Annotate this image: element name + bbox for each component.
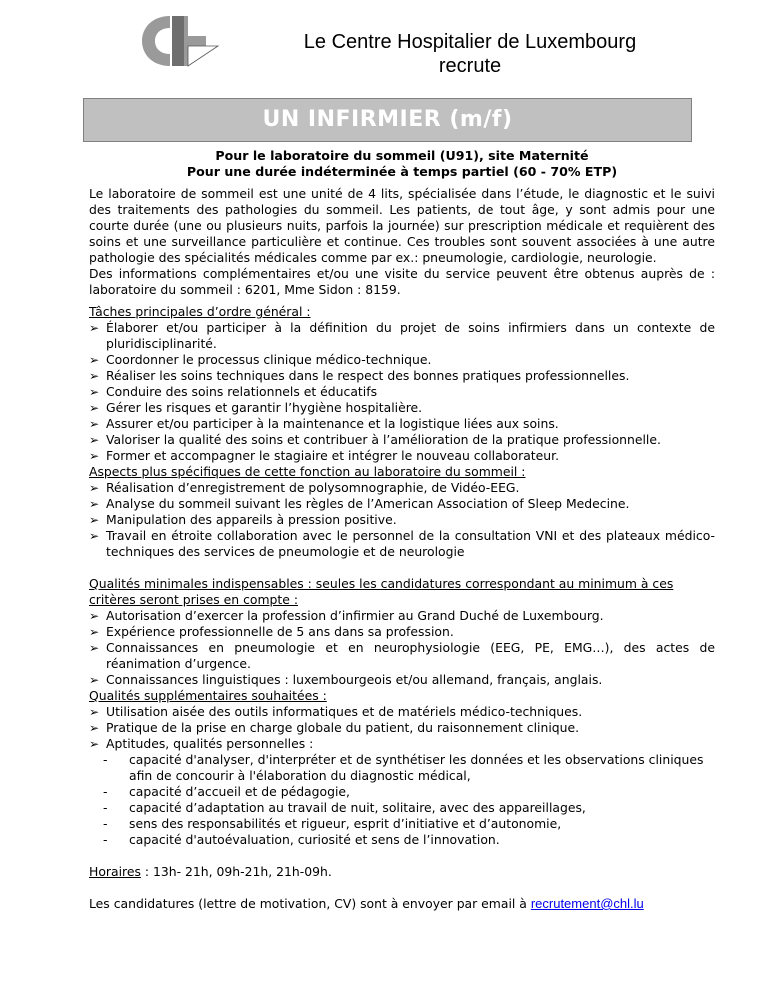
hours-value: : 13h- 21h, 09h-21h, 21h-09h. (140, 864, 332, 879)
recruits-label: recrute (438, 55, 502, 77)
list-item: - capacité d’accueil et de pédagogie, (103, 784, 715, 800)
list-item: ➢ Assurer et/ou participer à la maintenance et la logistique liées aux soins. (89, 416, 715, 432)
specific-list (89, 480, 715, 560)
tasks-list (89, 320, 715, 464)
list-item: ➢ Travail en étroite collaboration avec le personnel de la consultation VNI et des plateaux médico-techniques des services de pneumologie et de neurologie (89, 528, 715, 560)
list-item: ➢ Former et accompagner le stagiaire et intégrer le nouveau collaborateur. (89, 448, 715, 464)
list-item: ➢ Élaborer et/ou participer à la définition du projet de soins infirmiers dans un contexte de pluridisciplinarité. (89, 320, 715, 352)
list-item: ➢ Analyse du sommeil suivant les règles de l’American Association of Sleep Medecine. (89, 496, 715, 512)
organization-name: Le Centre Hospitalier de Luxembourg (303, 31, 637, 53)
email-link[interactable]: recrutement@chl.lu (530, 896, 644, 911)
chl-logo (140, 14, 220, 68)
list-item: ➢ Valoriser la qualité des soins et contribuer à l’amélioration de la pratique professionnelle. (89, 432, 715, 448)
subtitle-location: Pour le laboratoire du sommeil (U91), site Maternité (215, 148, 589, 163)
intro-paragraph: Le laboratoire de sommeil est une unité de 4 lits, spécialisée dans l’étude, le diagnostic et le suivi des traitements des pathologies du sommeil. Les patients, de tout âge, y sont admis pour une courte durée (une ou plusieurs nuits, parfois la journée) sur prescription médicale et requièrent des soins et une surveillance particulière et continue. Ces troubles sont souvent associées à une autre pathologie des spécialités médicales comme par ex.: pneumologie, cardiologie, neurologie. (89, 186, 715, 265)
subtitle-contract: Pour une durée indéterminée à temps partiel (60 - 70% ETP) (186, 164, 618, 179)
minimum-list (89, 608, 715, 688)
job-title-banner (83, 98, 692, 142)
application-line (89, 896, 715, 912)
extra-list (89, 704, 715, 752)
extra-heading: Qualités supplémentaires souhaitées : (89, 688, 327, 703)
list-item: ➢ Conduire des soins relationnels et éducatifs (89, 384, 715, 400)
list-item: - capacité d’adaptation au travail de nuit, solitaire, avec des appareillages, (103, 800, 715, 816)
specific-heading: Aspects plus spécifiques de cette fonction au laboratoire du sommeil : (89, 464, 526, 479)
list-item: ➢ Manipulation des appareils à pression positive. (89, 512, 715, 528)
list-item: ➢ Utilisation aisée des outils informatiques et de matériels médico-techniques. (89, 704, 715, 720)
hours-line (89, 864, 715, 880)
job-description (89, 148, 715, 912)
list-item: ➢ Coordonner le processus clinique médico-technique. (89, 352, 715, 368)
application-text: Les candidatures (lettre de motivation, CV) sont à envoyer par email à (89, 896, 531, 911)
list-item: ➢ Aptitudes, qualités personnelles : (89, 736, 715, 752)
list-item: - sens des responsabilités et rigueur, esprit d’initiative et d’autonomie, (103, 816, 715, 832)
list-item: ➢ Réaliser les soins techniques dans le respect des bonnes pratiques professionnelles. (89, 368, 715, 384)
list-item: ➢ Réalisation d’enregistrement de polysomnographie, de Vidéo-EEG. (89, 480, 715, 496)
tasks-heading: Tâches principales d’ordre général : (89, 304, 311, 319)
organization-header (240, 30, 700, 78)
list-item: ➢ Pratique de la prise en charge globale du patient, du raisonnement clinique. (89, 720, 715, 736)
list-item: ➢ Connaissances en pneumologie et en neurophysiologie (EEG, PE, EMG…), des actes de réanimation d’urgence. (89, 640, 715, 672)
list-item: ➢ Autorisation d’exercer la profession d’infirmier au Grand Duché de Luxembourg. (89, 608, 715, 624)
personal-qualities-list (89, 752, 715, 848)
list-item: - capacité d'analyser, d'interpréter et de synthétiser les données et les observations cliniques afin de concourir à l'élaboration du diagnostic médical, (103, 752, 715, 784)
job-title: UN INFIRMIER (m/f) (262, 107, 513, 132)
hours-label: Horaires (89, 864, 141, 879)
list-item: - capacité d'autoévaluation, curiosité et sens de l’innovation. (103, 832, 715, 848)
minimum-heading: Qualités minimales indispensables : seules les candidatures correspondant au minimum à ces critères seront prises en compte : (89, 576, 674, 607)
list-item: ➢ Gérer les risques et garantir l’hygiène hospitalière. (89, 400, 715, 416)
list-item: ➢ Connaissances linguistiques : luxembourgeois et/ou allemand, français, anglais. (89, 672, 715, 688)
contact-paragraph: Des informations complémentaires et/ou une visite du service peuvent être obtenus auprès de : laboratoire du sommeil : 6201, Mme Sidon : 8159. (89, 266, 715, 297)
list-item: ➢ Expérience professionnelle de 5 ans dans sa profession. (89, 624, 715, 640)
